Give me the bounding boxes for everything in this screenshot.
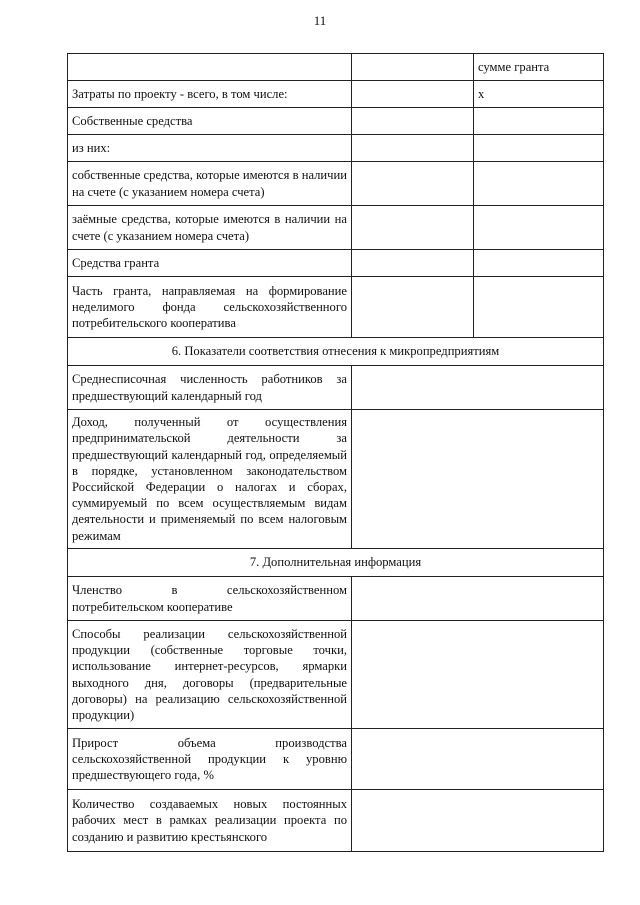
table-cell[interactable] bbox=[68, 54, 352, 81]
row-label: Собственные средства bbox=[68, 108, 352, 135]
table-row bbox=[68, 81, 604, 108]
table-cell[interactable] bbox=[474, 206, 604, 250]
table-row bbox=[68, 108, 604, 135]
table-cell-grant-sum-header: сумме гранта bbox=[474, 54, 604, 81]
row-label: Средства гранта bbox=[68, 250, 352, 277]
table-row bbox=[68, 206, 604, 250]
table-cell[interactable] bbox=[474, 108, 604, 135]
row-label: Часть гранта, направляемая на формирование неделимого фонда сельскохозяйственного потребительского кооператива bbox=[68, 277, 352, 338]
table-cell[interactable] bbox=[352, 790, 604, 852]
section-6-title: 6. Показатели соответствия отнесения к микропредприятиям bbox=[68, 338, 604, 366]
table-row bbox=[68, 366, 604, 410]
table-row bbox=[68, 135, 604, 162]
section-header-row bbox=[68, 338, 604, 366]
table-cell[interactable] bbox=[352, 621, 604, 729]
table-cell[interactable] bbox=[352, 277, 474, 338]
table-cell[interactable] bbox=[352, 250, 474, 277]
grant-form-table bbox=[67, 53, 604, 852]
page-number: 11 bbox=[313, 13, 327, 28]
row-label: из них: bbox=[68, 135, 352, 162]
table-cell[interactable] bbox=[352, 54, 474, 81]
table-cell[interactable] bbox=[352, 206, 474, 250]
table-cell[interactable] bbox=[352, 108, 474, 135]
table-cell[interactable] bbox=[352, 366, 604, 410]
table-cell[interactable] bbox=[474, 135, 604, 162]
table-row bbox=[68, 621, 604, 729]
table-row bbox=[68, 790, 604, 852]
row-label: Членство в сельскохозяйственном потребительском кооперативе bbox=[68, 577, 352, 621]
table-cell[interactable] bbox=[352, 81, 474, 108]
table-cell[interactable] bbox=[474, 250, 604, 277]
table-row bbox=[68, 577, 604, 621]
table-cell[interactable] bbox=[352, 577, 604, 621]
row-label: Затраты по проекту - всего, в том числе: bbox=[68, 81, 352, 108]
row-label: Способы реализации сельскохозяйственной продукции (собственные торговые точки, использование интернет-ресурсов, ярмарки выходного дня, договоры (предварительные договоры) на реализацию сельскохозяйственной продукции) bbox=[68, 621, 352, 729]
table-row bbox=[68, 277, 604, 338]
row-label: Прирост объема производства сельскохозяйственной продукции к уровню предшествующего года, % bbox=[68, 729, 352, 790]
row-label: собственные средства, которые имеются в наличии на счете (с указанием номера счета) bbox=[68, 162, 352, 206]
section-7-title: 7. Дополнительная информация bbox=[68, 549, 604, 577]
table-cell[interactable] bbox=[474, 162, 604, 206]
table-row bbox=[68, 410, 604, 549]
row-label: Доход, полученный от осуществления предпринимательской деятельности за предшествующий календарный год, определяемый в порядке, установленном законодательством Российской Федерации о налогах и сборах, суммируемый по всем осуществляемым видам деятельности и применяемый по всем налоговым режимам bbox=[68, 410, 352, 549]
table-cell[interactable] bbox=[352, 135, 474, 162]
section-header-row bbox=[68, 549, 604, 577]
table-cell[interactable] bbox=[474, 277, 604, 338]
table-cell[interactable] bbox=[352, 410, 604, 549]
table-row bbox=[68, 729, 604, 790]
table-row bbox=[68, 250, 604, 277]
table-row bbox=[68, 54, 604, 81]
row-label: заёмные средства, которые имеются в наличии на счете (с указанием номера счета) bbox=[68, 206, 352, 250]
row-label: Среднесписочная численность работников за предшествующий календарный год bbox=[68, 366, 352, 410]
row-label: Количество создаваемых новых постоянных рабочих мест в рамках реализации проекта по созданию и развитию крестьянского bbox=[68, 790, 352, 852]
table-cell[interactable]: x bbox=[474, 81, 604, 108]
table-cell[interactable] bbox=[352, 162, 474, 206]
table-row bbox=[68, 162, 604, 206]
table-cell[interactable] bbox=[352, 729, 604, 790]
